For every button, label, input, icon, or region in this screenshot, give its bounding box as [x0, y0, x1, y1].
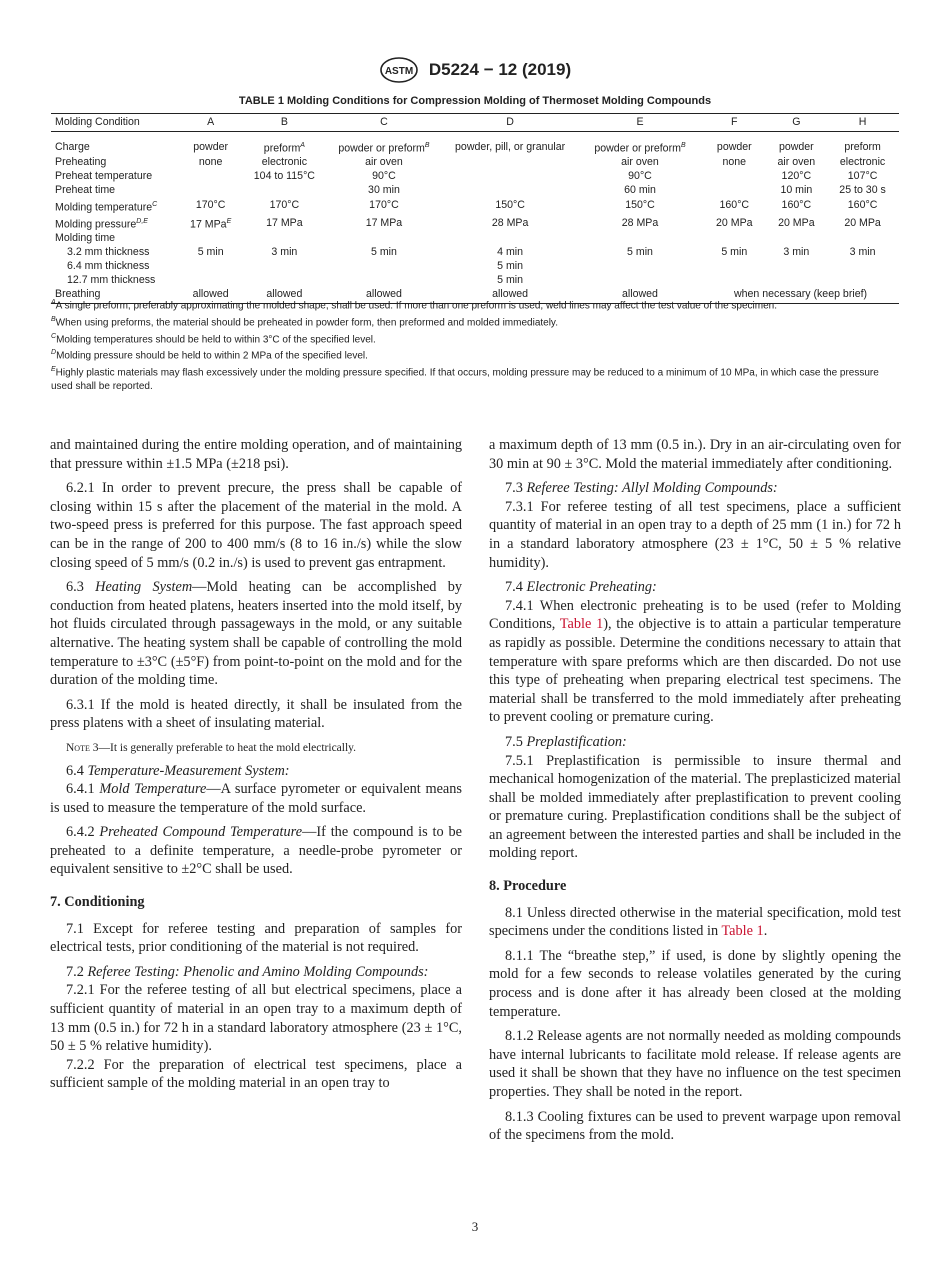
paragraph: 7.3.1 For referee testing of all test specimens, place a sufficient quantity of material in an open tray to a depth of 25 mm (1 in.) for 72 h in a standard laboratory atmosphere (23 ± 1°C, 50 ± 5 % relative humidity). — [489, 498, 901, 571]
table-row: 3.2 mm thickness 5 min 3 min 5 min 4 min 5 min 5 min 3 min 3 min — [67, 246, 876, 259]
paragraph: 7.1 Except for referee testing and preparation of samples for electrical tests, prior conditioning of the material is not required. — [50, 920, 462, 956]
table-row: Preheat time 30 min 60 min 10 min 25 to 30 s — [55, 183, 886, 196]
column-header-c: C — [326, 114, 443, 132]
page-number: 3 — [471, 1219, 479, 1234]
subsection-heading: 7.3 Referee Testing: Allyl Molding Compounds: — [505, 480, 778, 497]
subsection-heading: 7.5 Preplastification: — [505, 733, 627, 750]
column-header-e: E — [578, 114, 702, 132]
footnote: $^B$When using preforms, the material should be preheated in powder form, then preformed and molded immediately. — [51, 315, 558, 329]
column-header-g: G — [767, 114, 827, 132]
paragraph: 7.5.1 Preplastification is permissible to insure thermal and mechanical homogenization of the material. The preplasticized material shall be molded immediately after preplastification to prevent cooling or premature curing. Preplastification conditions shall be the subject of an agreement between the interested parties and shall be included in the molding report. — [489, 752, 901, 862]
paragraph: 7.2.2 For the preparation of electrical test specimens, place a sufficient sample of the molding material in an open tray to — [50, 1056, 462, 1092]
table-row: 12.7 mm thickness 5 min — [67, 273, 524, 286]
table-row: Preheat temperature 104 to 115°C 90°C 90°C 120°C 107°C — [55, 170, 878, 183]
document-designation: D5224 − 12 (2019) — [428, 60, 572, 79]
footnote: $^E$Highly plastic materials may flash excessively under the molding pressure specified. If that occurs, molding pressure may be reduced to a minimum of 10 MPa, in which case the pressure used shall be reported. — [51, 366, 879, 393]
paragraph: 8.1.3 Cooling fixtures can be used to prevent warpage upon removal of the specimens from the mold. — [489, 1108, 901, 1144]
paragraph: 7.4.1 When electronic preheating is to be used (refer to Molding Conditions, Table 1), the objective is to attain a particular temperature as rapidly as possible. Determine the conditions necessary to attain that temperature with spare preforms which are then discarded. Do not use this type of preheating when preparing electrical test specimens. The material shall be transferred to the mold immediately after preheating to prevent cooling or premature curing. — [489, 597, 901, 726]
paragraph: 6.3.1 If the mold is heated directly, it shall be insulated from the press platens with a sheet of insulating material. — [50, 696, 462, 732]
table-title: TABLE 1 Molding Conditions for Compression Molding of Thermoset Molding Compounds — [238, 95, 712, 107]
paragraph: 7.2.1 For the referee testing of all but electrical specimens, place a sufficient quantity of material in an open tray to a maximum depth of 13 mm (0.5 in.) for 72 h in a standard laboratory atmosphere (23 ± 1°C, 50 ± 5 % relative humidity). — [50, 982, 462, 1055]
paragraph: 8.1 Unless directed otherwise in the material specification, mold test specimens under the conditions listed in Table 1. — [489, 904, 901, 940]
paragraph: 6.4.2 Preheated Compound Temperature—If the compound is to be preheated to a definite temperature, a needle-probe pyrometer or equivalent sensitive to ±2°C shall be used. — [50, 824, 462, 878]
table-row: Molding temperature$^C$ 170°C 170°C 170°C 150°C 150°C 160°C 160°C 160°C — [55, 199, 878, 214]
column-header-d: D — [442, 114, 578, 132]
column-header-a: A — [178, 114, 243, 132]
table-row: 6.4 mm thickness 5 min — [67, 259, 524, 272]
section-heading: 7. Conditioning — [50, 894, 145, 911]
astm-logo-icon — [379, 56, 419, 84]
paragraph: 8.1.2 Release agents are not normally needed as molding compounds have internal lubricants to facilitate mold release. If release agents are used it shall be shown that they have no influence on the test specimen properties. They shall be noted in the report. — [489, 1028, 901, 1100]
paragraph: 6.2.1 In order to prevent precure, the press shall be capable of closing within 15 s after the placement of the material in the mold. A two-speed press is preferred for this purpose. The fast approach speed can be in the range of 200 to 400 mm/s (8 to 16 in./s) while the slow closing speed of 5 mm/s (0.2 in./s) is used to prevent gas entrapment. — [50, 480, 462, 571]
footnote: $^C$Molding temperatures should be held to within 3°C of the specified level. — [51, 332, 376, 345]
left-column — [50, 436, 462, 1099]
paragraph: 8.1.1 The “breathe step,” if used, is done by slightly opening the mold for a few seconds to release volatiles generated by the curing process and is done after it has already been closed at the molding temperature. — [489, 947, 901, 1020]
footnote: $^A$A single preform, preferably approximating the molded shape, shall be used. If more than one preform is used, weld lines may affect the test value of the specimen. — [51, 299, 777, 312]
table-footnotes — [51, 296, 901, 394]
paragraph: a maximum depth of 13 mm (0.5 in.). Dry in an air-circulating oven for 30 min at 90 ± 3°C. Mold the material immediately after conditioning. — [489, 437, 901, 472]
table-header-row — [51, 114, 899, 132]
column-header-h: H — [826, 114, 899, 132]
table-row: Preheating none electronic air oven air oven none air oven electronic — [55, 156, 886, 169]
table-row: Molding pressure$^{D,E}$ 17 MPa$^E$ 17 MPa 17 MPa 28 MPa 28 MPa 20 MPa 20 MPa 20 MPa — [55, 216, 881, 231]
column-header-label: Molding Condition — [51, 114, 178, 132]
paragraph: 6.4.1 Mold Temperature—A surface pyrometer or equivalent means is used to measure the temperature of the mold surface. — [50, 781, 462, 816]
paragraph: and maintained during the entire molding operation, and of maintaining that pressure within ±1.5 MPa (±218 psi). — [50, 437, 462, 472]
note: Note 3—It is generally preferable to heat the mold electrically. — [66, 741, 357, 754]
subsection-heading: 6.4 Temperature-Measurement System: — [66, 762, 290, 779]
table-1-link[interactable]: Table 1 — [559, 616, 604, 633]
table-row: Charge powder preform$^A$ powder or preform$^B$ powder, pill, or granular powder or preform$^B$ powder powder preform — [55, 140, 881, 155]
section-heading: 8. Procedure — [489, 878, 567, 895]
subsection-heading: 7.4 Electronic Preheating: — [505, 579, 657, 596]
table-row: Breathing allowed allowed allowed allowed allowed when necessary (keep brief) — [51, 288, 899, 304]
table-1-link[interactable]: Table 1 — [721, 923, 764, 940]
column-header-b: B — [243, 114, 325, 132]
page-header — [0, 56, 950, 84]
subsection-heading: 7.2 Referee Testing: Phenolic and Amino Molding Compounds: — [66, 963, 429, 980]
right-column — [489, 436, 901, 1151]
table-row: Molding time — [55, 232, 116, 245]
molding-conditions-table — [51, 113, 899, 304]
paragraph: 6.3 Heating System—Mold heating can be accomplished by conduction from heated platens, heaters inserted into the mold itself, by hot fluids circulated through passageways in the mold, or any suitable alternative. The heating system shall be capable of controlling the mold temperature to ±3°C (±5°F) from point-to-point on the mold and for the duration of the molding time. — [50, 579, 463, 689]
svg-text:ASTM: ASTM — [384, 66, 414, 77]
footnote: $^D$Molding pressure should be held to within 2 MPa of the specified level. — [51, 349, 368, 362]
column-header-f: F — [702, 114, 766, 132]
